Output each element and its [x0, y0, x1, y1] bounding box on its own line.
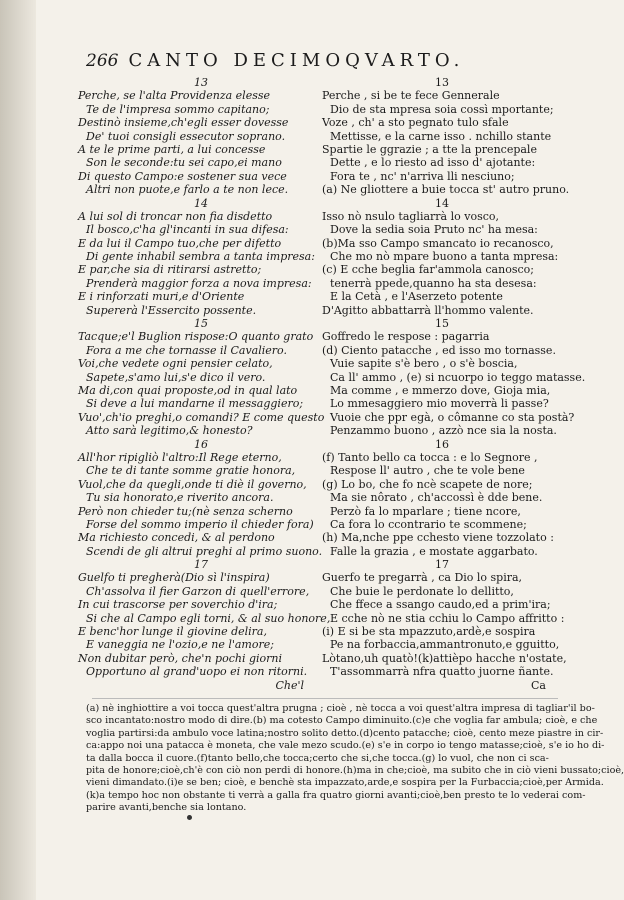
stanza-number: 17 [194, 558, 208, 572]
verse-line: Dio de sta mpresa soia cossì mportante; [330, 102, 554, 116]
verse-line: Ma comme , e mmerzo dove, Gioja mia, [330, 383, 551, 397]
page-header [86, 50, 526, 76]
verse-line: Ma sie nôrato , ch'accossì è dde bene. [330, 491, 543, 505]
verse-line: E cche nò ne stia cchiu lo Campo affritto : [330, 611, 565, 625]
verse-line: Ch'assolva il fier Garzon di quell'errore, [86, 584, 310, 598]
verse-line: Son le seconde:tu sei capo,ei mano [86, 156, 282, 170]
verse-line: Falle la grazia , e mostate aggarbato. [330, 544, 538, 558]
verse-line: Perche, se l'alta Providenza elesse [78, 89, 271, 103]
verse-line: E par,che sia di ritirarsi astretto; [78, 263, 262, 277]
stanza-number: 13 [435, 76, 449, 89]
left-column-italian [78, 76, 331, 692]
footnote-line: ca:appo noi una patacca è moneta, che vale mezo scudo.(e) s'e in corpo io tengo matasse;cioè, s'e io ho di- [86, 740, 605, 752]
verse-line: tenerrà ppede,quanno ha sta desesa: [330, 276, 537, 290]
verse-line: Prenderà maggior forza a nova impresa: [86, 276, 312, 290]
verse-line: Mettisse, e la carne isso . nchillo stante [330, 129, 552, 143]
verse-line: Ma richiesto concedi, & al perdono [78, 531, 275, 545]
footnote-line: (k)a tempo hoc non obstante ti verrà a galla fra quatro giorni avanti;cioè,ben presto te lo vederai com- [86, 789, 586, 801]
footnote-line: voglia partirsi:da ambulo voce latina;nostro solito detto.(d)cento patacche; cioè, cento meze piastre in cir- [86, 727, 604, 739]
verse-line: Sapete,s'amo lui,s'e dico il vero. [86, 370, 266, 384]
verse-line: (g) Lo bo, che fo ncè scapete de nore; [322, 477, 533, 491]
verse-line: Si che al Campo egli torni, & al suo honore, [86, 611, 331, 625]
stanza-16 [78, 438, 324, 559]
verse-line: Vuol,che da quegli,onde ti diè il governo, [78, 477, 307, 491]
catchword-left: Che'l [275, 678, 304, 692]
verse-line: Dette , e lo riesto ad isso d' ajotante: [330, 156, 536, 170]
verse-line: (b)Ma sso Campo smancato io recanosco, [322, 236, 554, 250]
verse-line: Lo mmesaggiero mio moverrà li passe? [330, 397, 549, 411]
stanza-number: 13 [194, 76, 208, 89]
verse-line: Atto sarà legitimo,& honesto? [86, 424, 253, 438]
verse-line: Respose ll' autro , che te vole bene [330, 464, 525, 478]
footnote-separator [92, 698, 558, 699]
verse-line: Voze , ch' a sto pegnato tulo sfale [322, 116, 509, 130]
verse-line: Tacque;e'l Buglion rispose:O quanto grato [78, 330, 314, 344]
verse-line: Goffredo le respose : pagarria [322, 330, 490, 344]
footnote-line: parire avanti,benche sia lontano. [86, 802, 247, 814]
stanza-14 [322, 197, 562, 318]
verse-line: E vaneggia ne l'ozio,e ne l'amore; [86, 638, 274, 652]
footnote-line: pita de honore;cioè,ch'è con ciò non perdi di honore.(h)ma in che;cioè, ma subito che in ciò vieni bussato;cioè, [86, 764, 624, 776]
verse-line: Non dubitar però, che'n pochi giorni [78, 651, 282, 665]
verse-line: D'Agitto abbattarrà ll'hommo valente. [322, 303, 534, 317]
verse-line: Fora te , nc' n'arriva lli nesciuno; [330, 169, 515, 183]
stanza-number: 15 [435, 317, 449, 331]
footnote-line: sco incantato:nostro modo di dire.(b) ma cotesto Campo diminuito.(c)e che voglia far ambula; cioè, e che [86, 715, 598, 727]
verse-line: Perzò fa lo mparlare ; tiene ncore, [330, 504, 521, 518]
stanza-number: 14 [194, 196, 208, 210]
verse-line: Dove la sedia soia Pruto nc' ha mesa: [330, 223, 538, 237]
verse-line: Scendi de gli altrui preghi al primo suono. [86, 544, 323, 558]
stanza-number: 16 [435, 437, 449, 451]
verse-line: E i rinforzati muri,e d'Oriente [78, 290, 245, 304]
verse-line: (h) Ma,nche ppe cchesto viene tozzolato : [322, 531, 554, 545]
verse-line: Vuie sapite s'è bero , o s'è boscia, [330, 357, 518, 371]
verse-line: Pe na forbaccia,ammantronuto,e gguitto, [330, 638, 560, 652]
verse-line: Guelfo ti pregherà(Dio sì l'inspira) [78, 571, 270, 585]
verse-line: Che ffece a ssango caudo,ed a prim'ira; [330, 598, 551, 612]
verse-line: Opportuno al grand'uopo ei non ritorni. [86, 665, 308, 679]
verse-line: (a) Ne gliottere a buie tocca st' autro pruno. [322, 183, 570, 197]
verse-line: Che te di tante somme gratie honora, [86, 464, 296, 478]
verse-line: Di gente inhabil sembra a tanta impresa: [86, 250, 315, 264]
verse-line: Il bosco,c'ha gl'incanti in sua difesa: [86, 223, 289, 237]
verse-line: Fora a me che tornasse il Cavaliero. [86, 343, 287, 357]
verse-line: Supererà l'Essercito possente. [86, 303, 257, 317]
page-number: 266 [86, 51, 119, 71]
page-gutter-shadow [0, 0, 36, 900]
verse-line: Penzammo buono , azzò nce sia la nosta. [330, 424, 557, 438]
stanza-13 [78, 76, 324, 197]
verse-line: Lòtano,uh quatò!(k)attièpo hacche n'ostate, [322, 651, 567, 665]
verse-line: Però non chieder tu;(nè senza scherno [78, 504, 293, 518]
stanza-17 [322, 558, 567, 679]
verse-line: (f) Tanto bello ca tocca : e lo Segnore , [322, 450, 538, 464]
catchword-right: Ca [531, 678, 546, 692]
verse-line: T'assommarrà nfra quatto juorne ñante. [330, 665, 554, 679]
verse-line: De' tuoi consigli essecutor soprano. [86, 129, 286, 143]
stanza-17 [78, 558, 331, 679]
verse-line: A lui sol di troncar non fia disdetto [78, 209, 273, 223]
verse-line: Di questo Campo:e sostener sua vece [78, 169, 287, 183]
verse-line: (c) E cche beglia far'ammola canosco; [322, 263, 534, 277]
verse-line: All'hor ripigliò l'altro:Il Rege eterno, [78, 450, 282, 464]
verse-line: Ca fora lo ccontrario te scommene; [330, 517, 527, 531]
verse-line: Isso nò nsulo tagliarrà lo vosco, [322, 209, 499, 223]
verse-line: Te de l'impresa sommo capitano; [86, 102, 270, 116]
stanza-15 [78, 317, 324, 438]
verse-line: Altri non puote,e farlo a te non lece. [86, 183, 289, 197]
verse-line: Ma di,con quai proposte,od in qual lato [78, 383, 298, 397]
stanza-number: 15 [194, 317, 208, 331]
verse-line: (i) E si be sta mpazzuto,ardè,e sospira [322, 625, 536, 639]
verse-line: Si deve a lui mandarne il messaggiero; [86, 397, 304, 411]
stanza-14 [78, 197, 324, 318]
verse-line: (d) Ciento patacche , ed isso mo tornasse. [322, 343, 556, 357]
right-column-neapolitan [322, 76, 586, 692]
footnote-line: (a) nè inghiottire a voi tocca quest'altra prugna ; cioè , nè tocca a voi quest'altra impresa di tagliar'il bo- [86, 703, 595, 714]
stanza-13 [322, 76, 570, 197]
verse-line: Ca ll' ammo , (e) si ncuorpo io teggo matasse. [330, 370, 586, 384]
verse-line: Vuoie che ppr egà, o cômanne co sta postà? [330, 410, 575, 424]
verse-line: E da lui il Campo tuo,che per difetto [78, 236, 282, 250]
verse-line: Voi,che vedete ogni pensier celato, [78, 357, 273, 371]
verse-line: E benc'hor lunge il giovine delira, [78, 625, 267, 639]
running-head: CANTO DECIMOQVARTO. [128, 50, 465, 71]
footnote-line: vieni dimandato.(i)e se ben; cioè, e benchè sta impazzato,arde,e sospira per la Furbaccia;cioè,per Armida. [86, 777, 604, 789]
verse-line: Perche , si be te fece Gennerale [322, 89, 500, 103]
verse-line: Che mo nò mpare buono a tanta mpresa: [330, 250, 559, 264]
verse-line: Forse del sommo imperio il chieder fora) [86, 517, 314, 531]
stanza-number: 14 [435, 196, 449, 210]
stanza-number: 17 [435, 558, 449, 572]
stanza-number: 16 [194, 437, 208, 451]
verse-line: Che buie le perdonate lo dellitto, [330, 584, 514, 598]
verse-line: A te le prime parti, a lui concesse [78, 142, 266, 156]
verse-line: E la Cetà , e l'Aserzeto potente [330, 290, 503, 304]
verse-line: In cui trascorse per soverchio d'ira; [78, 598, 278, 612]
footnotes [86, 703, 624, 815]
verse-line: Guerfo te pregarrà , ca Dio lo spira, [322, 571, 523, 585]
ink-dot [187, 815, 192, 820]
stanza-16 [322, 438, 562, 559]
verse-line: Tu sia honorato,e riverito ancora. [86, 491, 274, 505]
footnote-line: ta dalla bocca il cuore.(f)tanto bello,che tocca;certo che si,che tocca.(g) lo vuol, che non ci sca- [86, 752, 549, 764]
verse-line: Vuo',ch'io preghi,o comandi? E come questo [78, 410, 325, 424]
verse-line: Spartie le ggrazie ; a tte la prencepale [322, 142, 537, 156]
verse-line: Destinò insieme,ch'egli esser dovesse [78, 116, 289, 130]
stanza-15 [322, 317, 586, 438]
